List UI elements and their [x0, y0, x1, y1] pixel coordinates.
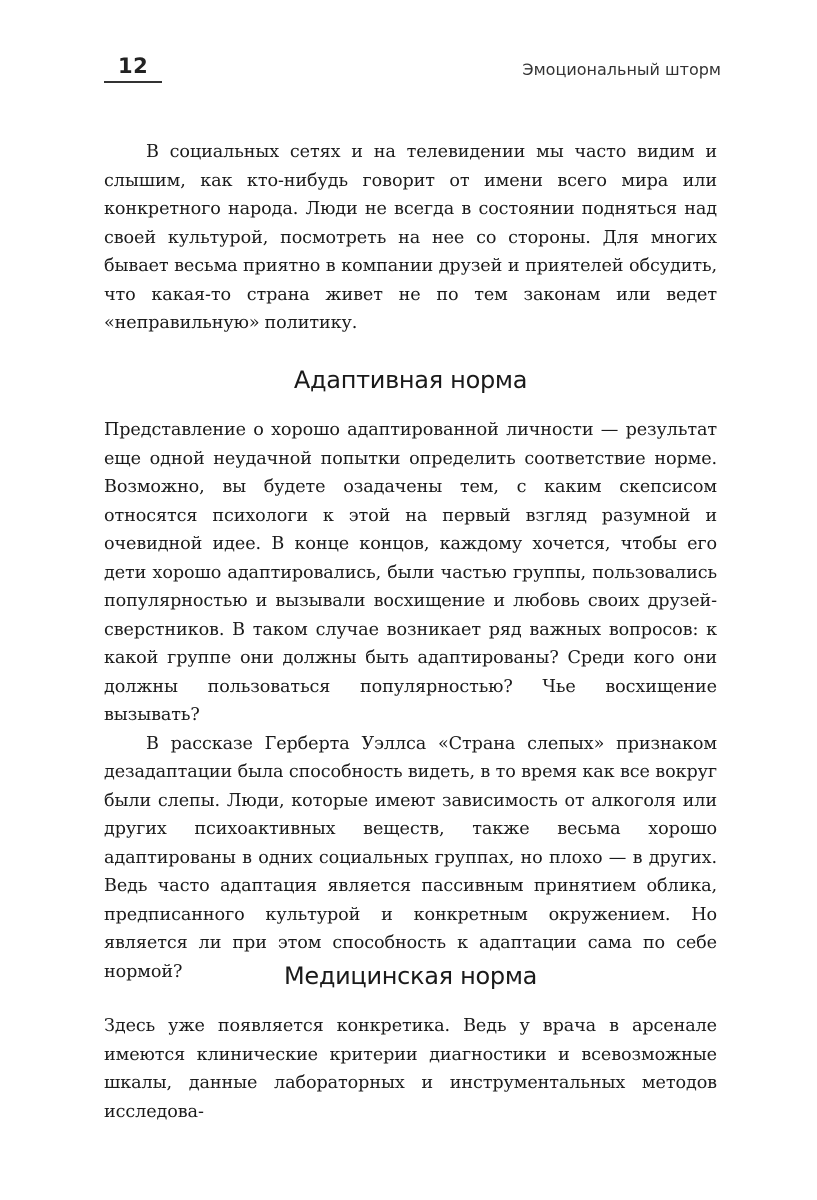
section-heading-medical-norm: Медицинская норма: [283, 962, 538, 990]
running-title: Эмоциональный шторм: [522, 60, 721, 79]
intro-paragraph: В социальных сетях и на телевидении мы часто видим и слышим, как кто-нибудь говорит от имени всего мира или конкретного народа. Люди не всегда в состоянии подняться над своей культурой, посмотреть на нее со стороны. Для многих бывает весьма приятно в компании друзей и приятелей обсудить, что какая-то страна живет не по тем законам или ведет «неправильную» политику.: [104, 142, 717, 333]
adaptive-norm-section: [104, 416, 717, 986]
page-number-underline: [104, 81, 162, 83]
medical-norm-section: [104, 1012, 717, 1126]
page-number: 12: [118, 54, 149, 78]
section-heading-adaptive-norm: Адаптивная норма: [293, 366, 528, 394]
medical-paragraph-1: Здесь уже появляется конкретика. Ведь у врача в арсенале имеются клинические критерии диагностики и всевозможные шкалы, данные лабораторных и инструментальных методов исследова-: [104, 1016, 717, 1122]
adaptive-paragraph-2: В рассказе Герберта Уэллса «Страна слепых» признаком дезадаптации была способность видеть, в то время как все вокруг были слепы. Люди, которые имеют зависимость от алкоголя или других психоактивных веществ, также весьма хорошо адаптированы в одних социальных группах, но плохо — в других. Ведь часто адаптация является пассивным принятием облика, предписанного культурой и конкретным окружением. Но является ли при этом способность к адаптации сама по себе нормой?: [104, 733, 717, 982]
intro-section: [104, 138, 717, 338]
adaptive-paragraph-1: Представление о хорошо адаптированной личности — результат еще одной неудачной попытки определить соответствие норме. Возможно, вы будете озадачены тем, с каким скепсисом относятся психологи к этой на первый взгляд разумной и очевидной идее. В конце концов, каждому хочется, чтобы его дети хорошо адаптировались, были частью группы, пользовались популярностью и вызывали восхищение и любовь своих друзей-сверстников. В таком случае возникает ряд важных вопросов: к какой группе они должны быть адаптированы? Среди кого они должны пользоваться популярностью? Чье восхищение вызывать?: [104, 420, 717, 725]
page-header: [104, 52, 721, 86]
